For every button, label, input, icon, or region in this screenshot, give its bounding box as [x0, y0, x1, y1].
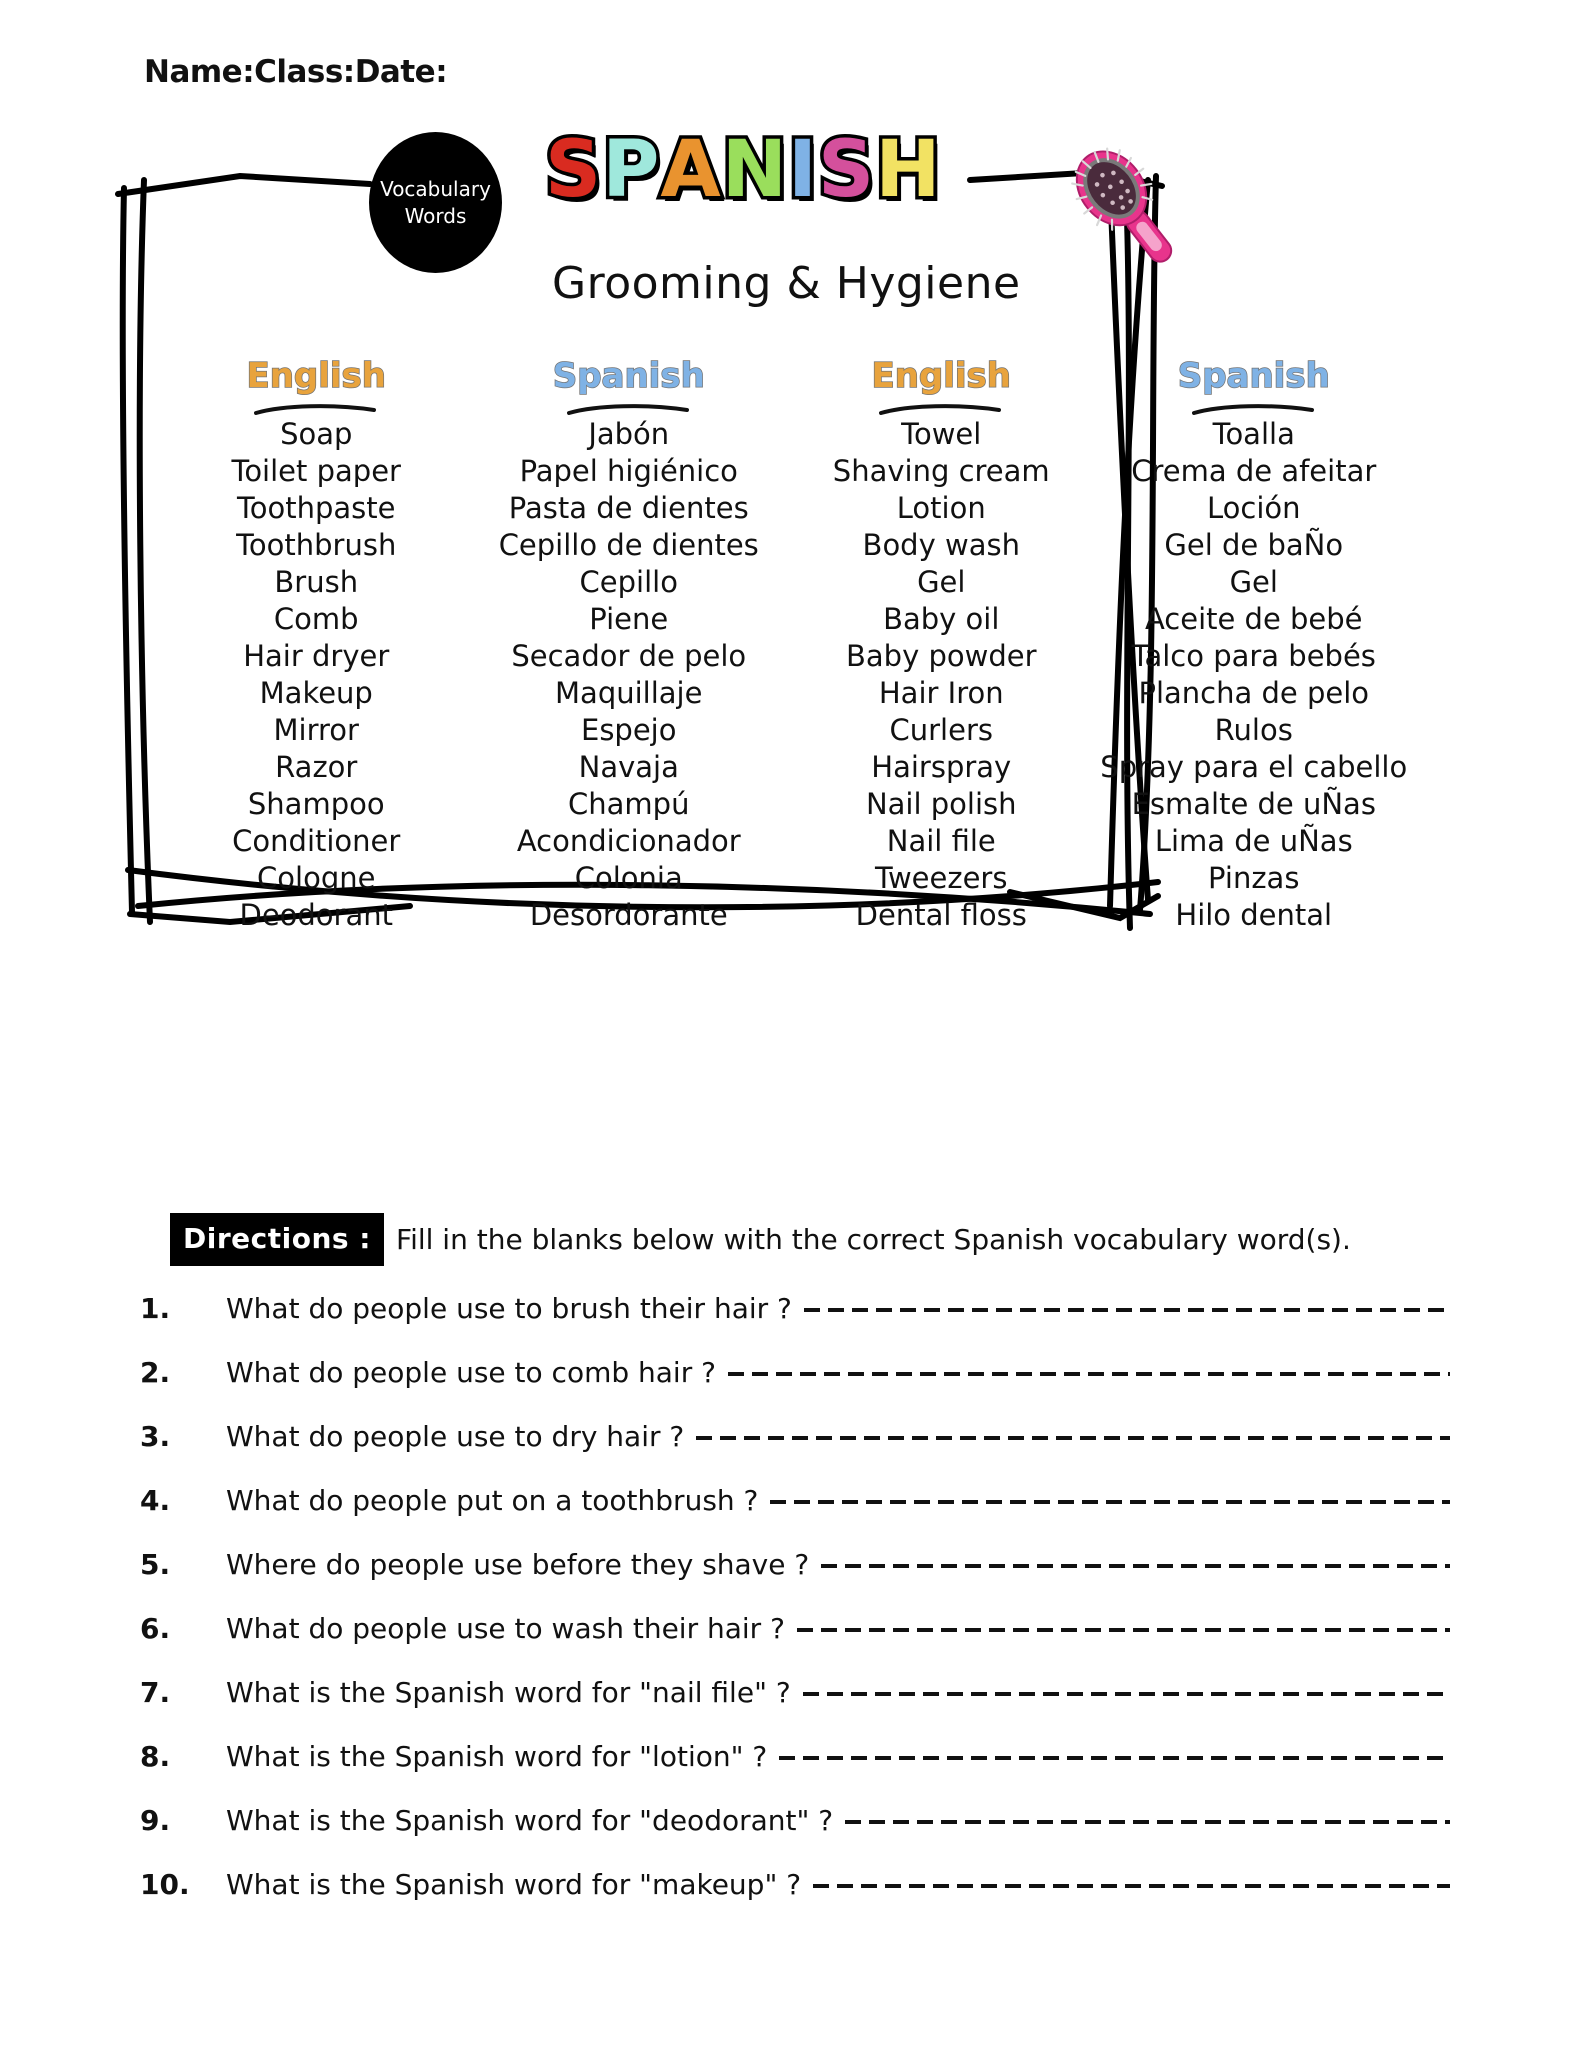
vocab-word: Gel — [1229, 565, 1278, 599]
question-number: 9. — [140, 1804, 171, 1837]
vocab-word: Maquillaje — [555, 676, 703, 710]
header-underline-swoosh-2 — [879, 402, 1003, 416]
class-label: Class: — [254, 54, 355, 90]
header-underline-swoosh-3 — [1192, 402, 1316, 416]
question-answer-blank[interactable] — [845, 1802, 1450, 1830]
vocab-word: Soap — [280, 417, 353, 451]
title-letter-6: H — [875, 125, 942, 215]
vocab-word: Toothpaste — [236, 491, 396, 525]
vocab-word: Crema de afeitar — [1131, 454, 1377, 488]
question-answer-blank[interactable] — [804, 1290, 1450, 1318]
vocab-word: Nail file — [886, 824, 996, 858]
vocab-word: Secador de pelo — [511, 639, 747, 673]
question-text: What is the Spanish word for "deodorant" ? — [226, 1804, 834, 1837]
question-answer-blank[interactable] — [821, 1546, 1450, 1574]
question-row — [140, 1738, 1450, 1802]
vocab-word: Dental floss — [855, 898, 1027, 932]
vocab-word: Loción — [1206, 491, 1301, 525]
vocab-word: Acondicionador — [516, 824, 741, 858]
question-number: 10. — [140, 1868, 190, 1901]
question-text: What do people use to comb hair ? — [226, 1356, 716, 1389]
vocab-word: Desordorante — [529, 898, 728, 932]
question-number: 8. — [140, 1740, 171, 1773]
vocab-word: Esmalte de uÑas — [1131, 787, 1376, 821]
question-answer-blank[interactable] — [696, 1418, 1450, 1446]
vocab-word: Jabón — [588, 417, 670, 451]
badge-line-1: Vocabulary — [380, 176, 491, 201]
directions-row — [170, 1213, 1430, 1266]
vocab-word: Cepillo — [579, 565, 678, 599]
vocab-word: Pinzas — [1208, 861, 1300, 895]
question-number: 2. — [140, 1356, 171, 1389]
vocab-word: Razor — [275, 750, 358, 784]
question-text: What is the Spanish word for "nail file" ? — [226, 1676, 791, 1709]
page-title-spanish — [545, 125, 942, 215]
vocab-word: Hair Iron — [878, 676, 1004, 710]
vocab-word: Tweezers — [875, 861, 1008, 895]
question-row — [140, 1610, 1450, 1674]
vocab-word: Colonia — [574, 861, 683, 895]
vocab-word: Lima de uÑas — [1154, 824, 1353, 858]
question-text: What do people use to brush their hair ? — [226, 1292, 792, 1325]
vocab-word: Talco para bebés — [1131, 639, 1376, 673]
vocab-word: Shampoo — [247, 787, 385, 821]
question-answer-blank[interactable] — [779, 1738, 1450, 1766]
header-underline-swoosh-0 — [254, 402, 378, 416]
vocab-column-header-2: English — [871, 356, 1012, 396]
vocab-word: Hair dryer — [243, 639, 390, 673]
vocab-word: Rulos — [1214, 713, 1293, 747]
vocab-word: Cepillo de dientes — [498, 528, 759, 562]
question-answer-blank[interactable] — [797, 1610, 1450, 1638]
question-text: What do people use to dry hair ? — [226, 1420, 685, 1453]
directions-label: Directions : — [170, 1213, 384, 1266]
vocab-column-3 — [1098, 356, 1411, 934]
hairbrush-icon — [1055, 140, 1205, 285]
student-info-line — [144, 52, 1444, 90]
question-row — [140, 1674, 1450, 1738]
vocab-word: Curlers — [889, 713, 993, 747]
date-label: Date: — [354, 54, 448, 90]
question-number: 1. — [140, 1292, 171, 1325]
vocab-word: Baby oil — [883, 602, 1000, 636]
question-text: Where do people use before they shave ? — [226, 1548, 810, 1581]
vocab-column-header-3: Spanish — [1177, 356, 1330, 396]
question-answer-blank[interactable] — [803, 1674, 1450, 1702]
vocab-word: Baby powder — [846, 639, 1037, 673]
vocab-word: Toalla — [1212, 417, 1295, 451]
question-number: 6. — [140, 1612, 171, 1645]
questions-list — [140, 1290, 1450, 1930]
vocab-word: Towel — [901, 417, 982, 451]
vocab-word: Makeup — [259, 676, 373, 710]
vocab-word: Deodorant — [239, 898, 393, 932]
badge-line-2: Words — [404, 203, 467, 228]
vocab-word: Piene — [589, 602, 669, 636]
vocab-word: Nail polish — [865, 787, 1017, 821]
vocab-word: Navaja — [578, 750, 679, 784]
vocab-column-2 — [785, 356, 1098, 934]
vocab-column-0 — [160, 356, 473, 934]
vocab-word: Spray para el cabello — [1100, 750, 1408, 784]
question-number: 7. — [140, 1676, 171, 1709]
vocab-word: Lotion — [896, 491, 986, 525]
vocab-word: Cologne — [257, 861, 376, 895]
page-subtitle: Grooming & Hygiene — [552, 258, 1021, 309]
name-label: Name: — [144, 54, 255, 90]
vocab-word: Papel higiénico — [519, 454, 738, 488]
question-number: 3. — [140, 1420, 171, 1453]
vocab-word: Hairspray — [871, 750, 1012, 784]
vocab-word: Toilet paper — [231, 454, 401, 488]
title-letter-2: A — [660, 125, 722, 215]
vocabulary-words-badge — [369, 132, 502, 273]
vocab-word: Conditioner — [232, 824, 401, 858]
question-number: 4. — [140, 1484, 171, 1517]
vocab-word: Mirror — [273, 713, 359, 747]
question-answer-blank[interactable] — [728, 1354, 1450, 1382]
question-answer-blank[interactable] — [813, 1866, 1450, 1894]
question-answer-blank[interactable] — [770, 1482, 1450, 1510]
title-letter-5: S — [818, 125, 876, 215]
vocab-word: Plancha de pelo — [1138, 676, 1370, 710]
question-number: 5. — [140, 1548, 171, 1581]
directions-text: Fill in the blanks below with the correct Spanish vocabulary word(s). — [396, 1223, 1351, 1256]
question-row — [140, 1418, 1450, 1482]
header-underline-swoosh-1 — [567, 402, 691, 416]
title-letter-0: S — [545, 125, 603, 215]
vocab-word: Brush — [274, 565, 359, 599]
question-row — [140, 1546, 1450, 1610]
question-text: What is the Spanish word for "makeup" ? — [226, 1868, 802, 1901]
question-row — [140, 1354, 1450, 1418]
vocab-word: Gel — [917, 565, 966, 599]
question-text: What is the Spanish word for "lotion" ? — [226, 1740, 768, 1773]
question-row — [140, 1866, 1450, 1930]
vocab-word: Gel de baÑo — [1164, 528, 1344, 562]
title-letter-3: N — [721, 125, 789, 215]
vocab-word: Body wash — [862, 528, 1020, 562]
vocab-word: Comb — [273, 602, 359, 636]
vocab-word: Toothbrush — [236, 528, 397, 562]
vocab-word: Hilo dental — [1175, 898, 1333, 932]
vocab-word: Aceite de bebé — [1144, 602, 1363, 636]
question-row — [140, 1290, 1450, 1354]
question-text: What do people use to wash their hair ? — [226, 1612, 785, 1645]
vocab-column-header-1: Spanish — [552, 356, 705, 396]
vocabulary-table — [160, 356, 1410, 934]
title-letter-1: P — [602, 125, 661, 215]
vocab-word: Shaving cream — [832, 454, 1050, 488]
title-letter-4: I — [788, 125, 819, 215]
vocab-word: Espejo — [581, 713, 677, 747]
question-text: What do people put on a toothbrush ? — [226, 1484, 759, 1517]
vocab-word: Champú — [568, 787, 690, 821]
question-row — [140, 1482, 1450, 1546]
vocab-word: Pasta de dientes — [508, 491, 749, 525]
vocab-column-header-0: English — [246, 356, 387, 396]
question-row — [140, 1802, 1450, 1866]
vocab-column-1 — [473, 356, 786, 934]
